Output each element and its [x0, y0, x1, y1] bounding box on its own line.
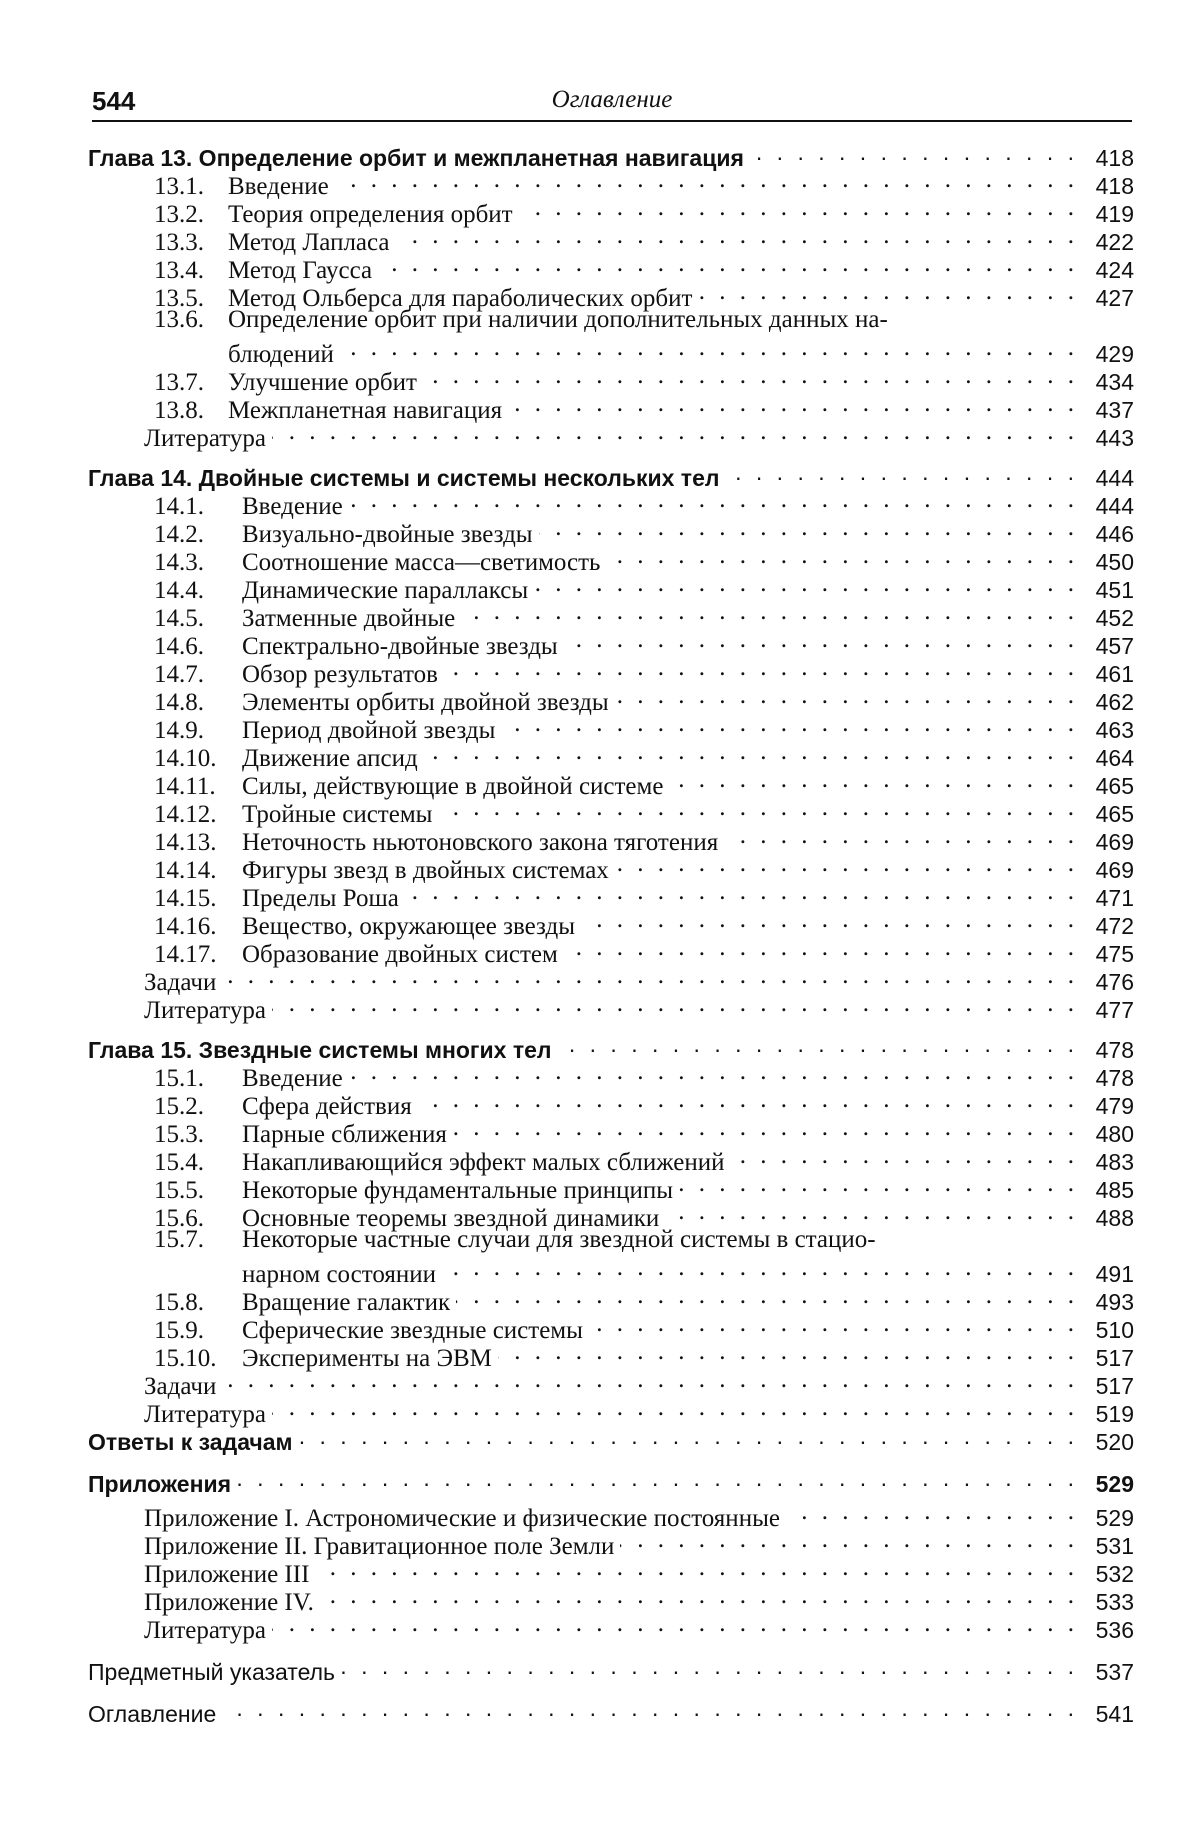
toc-entry[interactable] — [88, 1086, 1134, 1120]
section-number: 13.8. — [154, 397, 204, 424]
entry-title: Затменные двойные — [242, 605, 456, 632]
entry-title: Введение — [228, 173, 329, 200]
page-ref: 532 — [1095, 1561, 1134, 1587]
toc-entry[interactable] — [88, 598, 1134, 632]
entry-title: Метод Ольберса для параболических орбит — [228, 285, 693, 312]
dot-leader — [461, 598, 1078, 626]
entry-title: Метод Гаусса — [228, 257, 373, 284]
entry-title: Накапливающийся эффект малых сближений — [242, 1149, 725, 1176]
dot-leader — [442, 1254, 1078, 1282]
section-number: 15.9. — [154, 1317, 204, 1344]
section-number: 14.16. — [154, 913, 217, 940]
section-number: 13.7. — [154, 369, 204, 396]
entry-title: Движение апсид — [242, 745, 418, 772]
dot-leader — [508, 390, 1078, 418]
page-ref: 463 — [1095, 717, 1134, 743]
toc-entry-literature[interactable] — [88, 418, 1134, 452]
table-of-contents — [88, 138, 1134, 1727]
chapter-heading[interactable] — [88, 458, 1134, 491]
entry-title: Визуально-двойные звезды — [242, 521, 533, 548]
toc-entry[interactable] — [88, 486, 1134, 520]
dot-leader — [272, 1610, 1078, 1638]
page-ref: 452 — [1095, 605, 1134, 631]
dot-leader — [498, 1338, 1078, 1366]
page-ref: 478 — [1095, 1065, 1134, 1091]
section-number: 14.1. — [154, 493, 204, 520]
toc-entry-problems[interactable] — [88, 962, 1134, 996]
page-ref: 471 — [1095, 885, 1134, 911]
dot-leader — [558, 1030, 1078, 1058]
toc-entry[interactable] — [88, 850, 1134, 884]
page-ref: 424 — [1095, 257, 1134, 283]
entry-title: Сфера действия — [242, 1093, 412, 1120]
page-ref: 478 — [1095, 1037, 1134, 1063]
dot-leader — [222, 1694, 1078, 1722]
page-ref: 465 — [1095, 801, 1134, 827]
page-header — [92, 86, 1132, 122]
entry-title: Теория определения орбит — [228, 201, 513, 228]
section-number: 14.10. — [154, 745, 217, 772]
dot-leader — [272, 418, 1078, 446]
page-ref: 479 — [1095, 1093, 1134, 1119]
page-ref: 464 — [1095, 745, 1134, 771]
dot-leader — [272, 990, 1078, 1018]
section-number: 15.2. — [154, 1093, 204, 1120]
entry-title: Определение орбит при наличии дополнительных данных на- — [228, 306, 888, 333]
toc-entry-continuation — [88, 334, 1134, 368]
toc-entry[interactable] — [88, 278, 1134, 312]
running-title: Оглавление — [551, 86, 673, 113]
dot-leader — [423, 362, 1078, 390]
entry-title: Оглавление — [88, 1701, 217, 1727]
dot-leader — [615, 850, 1078, 878]
entry-title: Вещество, окружающее звезды — [242, 913, 575, 940]
entry-title: Спектрально-двойные звезды — [242, 633, 558, 660]
entry-title: Введение — [242, 1065, 343, 1092]
dot-leader — [335, 166, 1078, 194]
entry-title: Тройные системы — [242, 801, 433, 828]
section-number: 14.4. — [154, 577, 204, 604]
page-ref: 465 — [1095, 773, 1134, 799]
page-ref: 519 — [1095, 1401, 1134, 1427]
section-number: 13.6. — [154, 306, 204, 333]
page-ref: 480 — [1095, 1121, 1134, 1147]
dot-leader — [589, 1310, 1078, 1338]
toc-entry[interactable] — [88, 766, 1134, 800]
page-ref: 443 — [1095, 425, 1134, 451]
section-number: 14.14. — [154, 857, 217, 884]
page-ref: 517 — [1095, 1345, 1134, 1371]
page-ref: 446 — [1095, 521, 1134, 547]
entry-title: Сферические звездные системы — [242, 1317, 583, 1344]
entry-title: Эксперименты на ЭВМ — [242, 1345, 492, 1372]
entry-title: Задачи — [144, 1373, 217, 1400]
dot-leader — [438, 794, 1078, 822]
dot-leader — [786, 1498, 1078, 1526]
entry-title: Предметный указатель — [88, 1659, 336, 1685]
toc-entry[interactable] — [88, 626, 1134, 660]
page-ref: 517 — [1095, 1373, 1134, 1399]
dot-leader — [620, 1526, 1078, 1554]
toc-entry[interactable] — [88, 250, 1134, 284]
section-number: 15.5. — [154, 1177, 204, 1204]
toc-entry[interactable] — [88, 570, 1134, 604]
dot-leader — [679, 1170, 1078, 1198]
toc-entry[interactable] — [88, 390, 1134, 424]
entry-title: Литература — [144, 425, 266, 452]
section-number: 15.1. — [154, 1065, 204, 1092]
entry-title: Литература — [144, 997, 266, 1024]
entry-title: Улучшение орбит — [228, 369, 417, 396]
page-ref: 537 — [1095, 1659, 1134, 1685]
page-ref: 422 — [1095, 229, 1134, 255]
entry-title: Элементы орбиты двойной звезды — [242, 689, 609, 716]
section-number: 13.2. — [154, 201, 204, 228]
dot-leader — [349, 486, 1078, 514]
dot-leader — [424, 738, 1078, 766]
appendix-entry[interactable] — [88, 1610, 1134, 1644]
page-ref: 451 — [1095, 577, 1134, 603]
toc-entry[interactable] — [88, 194, 1134, 228]
section-number: 14.2. — [154, 521, 204, 548]
dot-leader — [299, 1422, 1078, 1450]
entry-title: Неточность ньютоновского закона тяготения — [242, 829, 719, 856]
entry-title: Литература — [144, 1617, 266, 1644]
page-ref: 541 — [1095, 1701, 1134, 1727]
toc-entry[interactable] — [88, 1198, 1134, 1232]
toc-entry[interactable] — [88, 934, 1134, 968]
section-number: 14.6. — [154, 633, 204, 660]
section-number: 14.13. — [154, 829, 217, 856]
dot-leader — [581, 906, 1078, 934]
toc-entry[interactable] — [88, 822, 1134, 856]
section-number: 15.3. — [154, 1121, 204, 1148]
toc-entry-literature[interactable] — [88, 990, 1134, 1024]
entry-title: Обзор результатов — [242, 661, 438, 688]
entry-title: Литература — [144, 1401, 266, 1428]
entry-title: Введение — [242, 493, 343, 520]
page-ref: 520 — [1095, 1429, 1134, 1455]
page-ref: 533 — [1095, 1589, 1134, 1615]
dot-leader — [341, 1652, 1078, 1680]
entry-title: Приложение III — [144, 1561, 310, 1588]
page-ref: 472 — [1095, 913, 1134, 939]
dot-leader — [378, 250, 1078, 278]
dot-leader — [501, 710, 1078, 738]
dot-leader — [606, 542, 1078, 570]
section-number: 14.5. — [154, 605, 204, 632]
dot-leader — [615, 682, 1078, 710]
dot-leader — [730, 1142, 1078, 1170]
entry-title: Некоторые частные случаи для звездной системы в стацио- — [242, 1226, 876, 1253]
entry-title: Основные теоремы звездной динамики — [242, 1205, 660, 1232]
dot-leader — [669, 766, 1078, 794]
section-number: 14.17. — [154, 941, 217, 968]
section-number: 13.4. — [154, 257, 204, 284]
toc-entry[interactable] — [88, 222, 1134, 256]
section-number: 15.7. — [154, 1226, 204, 1253]
page-ref: 529 — [1095, 1505, 1134, 1531]
section-number: 14.7. — [154, 661, 204, 688]
dot-leader — [665, 1198, 1078, 1226]
toc-entry[interactable] — [88, 1282, 1134, 1316]
entry-title: Фигуры звезд в двойных системах — [242, 857, 609, 884]
page-ref: 531 — [1095, 1533, 1134, 1559]
page-ref: 469 — [1095, 829, 1134, 855]
section-number: 15.4. — [154, 1149, 204, 1176]
page-ref: 485 — [1095, 1177, 1134, 1203]
appendices-heading[interactable] — [88, 1464, 1134, 1497]
entry-title: Задачи — [144, 969, 217, 996]
toc-entry[interactable] — [88, 1310, 1134, 1344]
page-ref: 444 — [1095, 493, 1134, 519]
page-ref: 477 — [1095, 997, 1134, 1023]
page-ref: 491 — [1095, 1261, 1134, 1287]
section-number: 13.1. — [154, 173, 204, 200]
entry-title: Ответы к задачам — [88, 1429, 293, 1455]
dot-leader — [564, 626, 1078, 654]
entry-title: Глава 14. Двойные системы и системы нескольких тел — [88, 465, 720, 491]
toc-entry[interactable] — [88, 1226, 1134, 1254]
dot-leader — [564, 934, 1078, 962]
toc-entry[interactable] — [88, 1142, 1134, 1176]
page-ref: 483 — [1095, 1149, 1134, 1175]
page-ref: 510 — [1095, 1317, 1134, 1343]
chapter-heading[interactable] — [88, 138, 1134, 171]
dot-leader — [418, 1086, 1078, 1114]
toc-entry-problems[interactable] — [88, 1366, 1134, 1400]
page-ref: 493 — [1095, 1289, 1134, 1315]
entry-title: Глава 15. Звездные системы многих тел — [88, 1037, 552, 1063]
entry-title-continuation: блюдений — [228, 341, 334, 368]
entry-title-continuation: нарном состоянии — [242, 1261, 437, 1288]
appendix-entry[interactable] — [88, 1498, 1134, 1532]
section-number: 14.15. — [154, 885, 217, 912]
page-ref: 462 — [1095, 689, 1134, 715]
section-number: 15.10. — [154, 1345, 217, 1372]
appendix-entry[interactable] — [88, 1526, 1134, 1560]
entry-title: Период двойной звезды — [242, 717, 496, 744]
dot-leader — [444, 654, 1078, 682]
toc-entry[interactable] — [88, 1058, 1134, 1092]
entry-title: Глава 13. Определение орбит и межпланетная навигация — [88, 145, 744, 171]
page-ref: 418 — [1095, 145, 1134, 171]
entry-title: Приложения — [88, 1471, 232, 1497]
toc-entry[interactable] — [88, 514, 1134, 548]
page-ref: 419 — [1095, 201, 1134, 227]
toc-entry-subject-index[interactable] — [88, 1652, 1134, 1685]
appendix-entry[interactable] — [88, 1554, 1134, 1588]
toc-entry[interactable] — [88, 542, 1134, 576]
dot-leader — [272, 1394, 1078, 1422]
page-ref: 469 — [1095, 857, 1134, 883]
page-ref: 450 — [1095, 549, 1134, 575]
entry-title: Парные сближения — [242, 1121, 447, 1148]
dot-leader — [750, 138, 1078, 166]
page-ref: 418 — [1095, 173, 1134, 199]
page-ref: 461 — [1095, 661, 1134, 687]
chapter-heading[interactable] — [88, 1030, 1134, 1063]
dot-leader — [453, 1114, 1078, 1142]
entry-title: Метод Лапласа — [228, 229, 390, 256]
toc-entry-contents[interactable] — [88, 1694, 1134, 1727]
dot-leader — [222, 1366, 1078, 1394]
entry-title: Приложение IV. — [144, 1589, 314, 1616]
section-number: 13.5. — [154, 285, 204, 312]
dot-leader — [320, 1582, 1078, 1610]
toc-entry[interactable] — [88, 1114, 1134, 1148]
section-number: 14.3. — [154, 549, 204, 576]
section-number: 14.8. — [154, 689, 204, 716]
entry-title: Образование двойных систем — [242, 941, 558, 968]
dot-leader — [539, 514, 1078, 542]
page-number: 544 — [92, 86, 136, 116]
page-ref: 476 — [1095, 969, 1134, 995]
page-ref: 429 — [1095, 341, 1134, 367]
page-ref: 529 — [1095, 1471, 1134, 1497]
page-ref: 437 — [1095, 397, 1134, 423]
page-ref: 475 — [1095, 941, 1134, 967]
toc-entry[interactable] — [88, 878, 1134, 912]
section-number: 13.3. — [154, 229, 204, 256]
entry-title: Межпланетная навигация — [228, 397, 503, 424]
dot-leader — [534, 570, 1078, 598]
section-number: 15.8. — [154, 1289, 204, 1316]
page-ref: 488 — [1095, 1205, 1134, 1231]
page-ref: 457 — [1095, 633, 1134, 659]
toc-entry[interactable] — [88, 1338, 1134, 1372]
toc-entry[interactable] — [88, 166, 1134, 200]
entry-title: Соотношение масса—светимость — [242, 549, 601, 576]
dot-leader — [396, 222, 1078, 250]
toc-entry-continuation — [88, 1254, 1134, 1288]
toc-entry[interactable] — [88, 738, 1134, 772]
toc-entry-literature[interactable] — [88, 1394, 1134, 1428]
dot-leader — [519, 194, 1078, 222]
dot-leader — [456, 1282, 1078, 1310]
section-number: 14.11. — [154, 773, 216, 800]
section-number: 14.9. — [154, 717, 204, 744]
dot-leader — [405, 878, 1078, 906]
dot-leader — [315, 1554, 1078, 1582]
entry-title: Приложение I. Астрономические и физические постоянные — [144, 1505, 780, 1532]
entry-title: Приложение II. Гравитационное поле Земли — [144, 1533, 615, 1560]
entry-title: Силы, действующие в двойной системе — [242, 773, 664, 800]
toc-entry[interactable] — [88, 1170, 1134, 1204]
entry-title: Динамические параллаксы — [242, 577, 529, 604]
toc-entry[interactable] — [88, 682, 1134, 716]
entry-title: Пределы Роша — [242, 885, 399, 912]
page-ref: 434 — [1095, 369, 1134, 395]
toc-entry[interactable] — [88, 654, 1134, 688]
toc-entry[interactable] — [88, 906, 1134, 940]
dot-leader — [222, 962, 1078, 990]
page-ref: 536 — [1095, 1617, 1134, 1643]
dot-leader — [340, 334, 1078, 362]
toc-entry[interactable] — [88, 362, 1134, 396]
section-number: 15.6. — [154, 1205, 204, 1232]
toc-entry[interactable] — [88, 306, 1134, 334]
dot-leader — [349, 1058, 1078, 1086]
toc-entry[interactable] — [88, 794, 1134, 828]
page-ref: 427 — [1095, 285, 1134, 311]
dot-leader — [724, 822, 1078, 850]
dot-leader — [237, 1464, 1078, 1492]
page-ref: 444 — [1095, 465, 1134, 491]
dot-leader — [725, 458, 1078, 486]
entry-title: Некоторые фундаментальные принципы — [242, 1177, 674, 1204]
toc-entry[interactable] — [88, 710, 1134, 744]
dot-leader — [698, 278, 1078, 306]
entry-title: Вращение галактик — [242, 1289, 451, 1316]
appendix-entry[interactable] — [88, 1582, 1134, 1616]
toc-entry-answers[interactable] — [88, 1422, 1134, 1455]
section-number: 14.12. — [154, 801, 217, 828]
